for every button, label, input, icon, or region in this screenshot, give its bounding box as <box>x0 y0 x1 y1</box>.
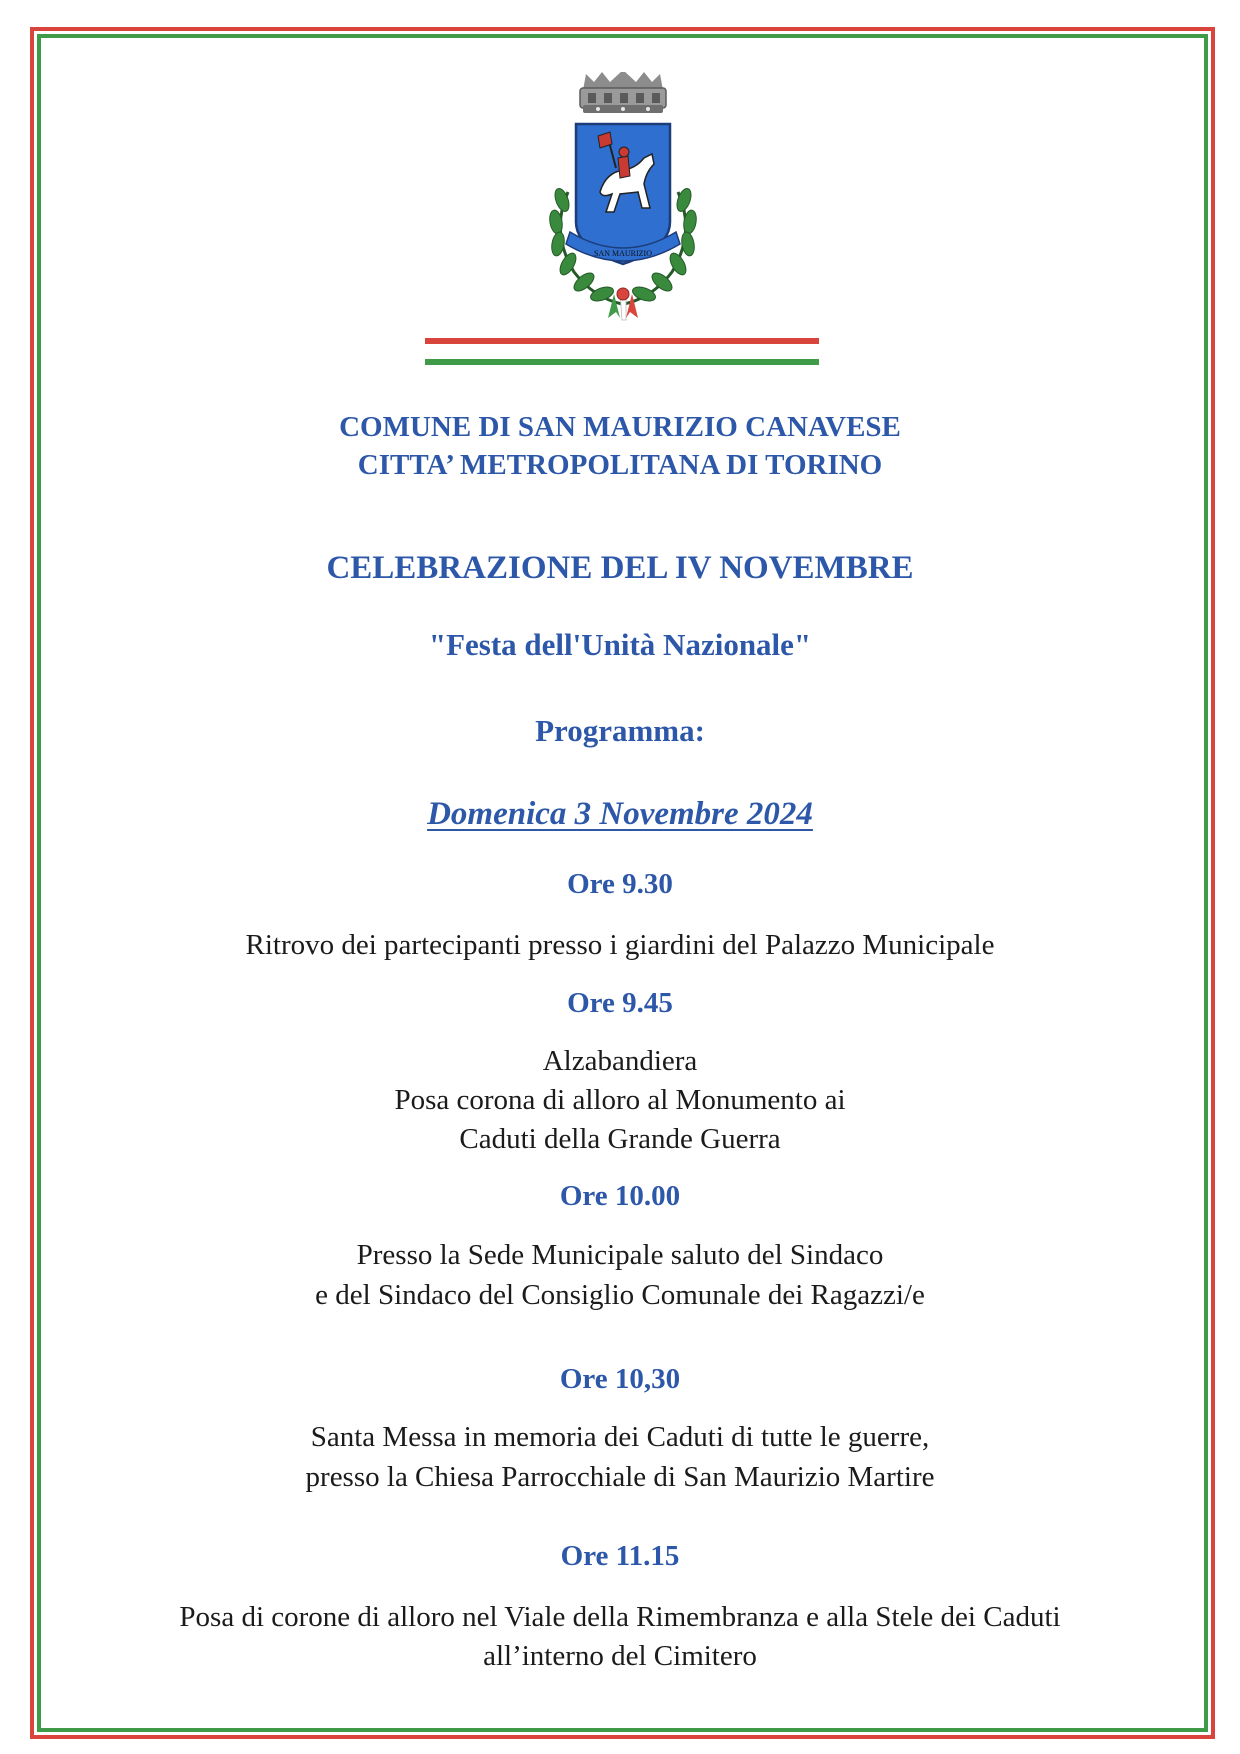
schedule-time: Ore 10.00 <box>559 1180 681 1212</box>
schedule-description: Santa Messa in memoria dei Caduti di tutte le guerre, <box>310 1421 930 1453</box>
event-date: Domenica 3 Novembre 2024 <box>427 796 813 832</box>
divider-green-bar <box>425 359 819 365</box>
svg-text:SAN MAURIZIO: SAN MAURIZIO <box>594 249 652 258</box>
schedule-description: Posa di corone di alloro nel Viale della Rimembranza e alla Stele dei Caduti <box>179 1601 1061 1633</box>
coat-of-arms-icon <box>528 72 718 322</box>
schedule-description: Ritrovo dei partecipanti presso i giardini del Palazzo Municipale <box>245 929 995 961</box>
divider-red-bar <box>425 338 819 344</box>
schedule-description: presso la Chiesa Parrocchiale di San Maurizio Martire <box>305 1461 935 1493</box>
tricolor-divider <box>425 338 819 368</box>
schedule-description: Presso la Sede Municipale saluto del Sindaco <box>356 1239 884 1271</box>
citta-heading: CITTA’ METROPOLITANA DI TORINO <box>357 449 883 481</box>
schedule-time: Ore 11.15 <box>560 1540 680 1572</box>
schedule-description: all’interno del Cimitero <box>483 1640 757 1672</box>
schedule-description: Caduti della Grande Guerra <box>459 1123 781 1155</box>
schedule-time: Ore 9.45 <box>567 987 673 1019</box>
schedule-description: Alzabandiera <box>542 1045 698 1077</box>
page-title: CELEBRAZIONE DEL IV NOVEMBRE <box>326 550 914 586</box>
crown-icon <box>580 72 666 113</box>
schedule-time: Ore 9.30 <box>567 868 673 900</box>
subtitle: "Festa dell'Unità Nazionale" <box>428 627 812 662</box>
schedule-time: Ore 10,30 <box>559 1363 681 1395</box>
schedule-description: e del Sindaco del Consiglio Comunale dei Ragazzi/e <box>315 1279 925 1311</box>
program-label: Programma: <box>535 713 705 748</box>
schedule-description: Posa corona di alloro al Monumento ai <box>394 1084 846 1116</box>
comune-heading: COMUNE DI SAN MAURIZIO CANAVESE <box>339 411 901 443</box>
